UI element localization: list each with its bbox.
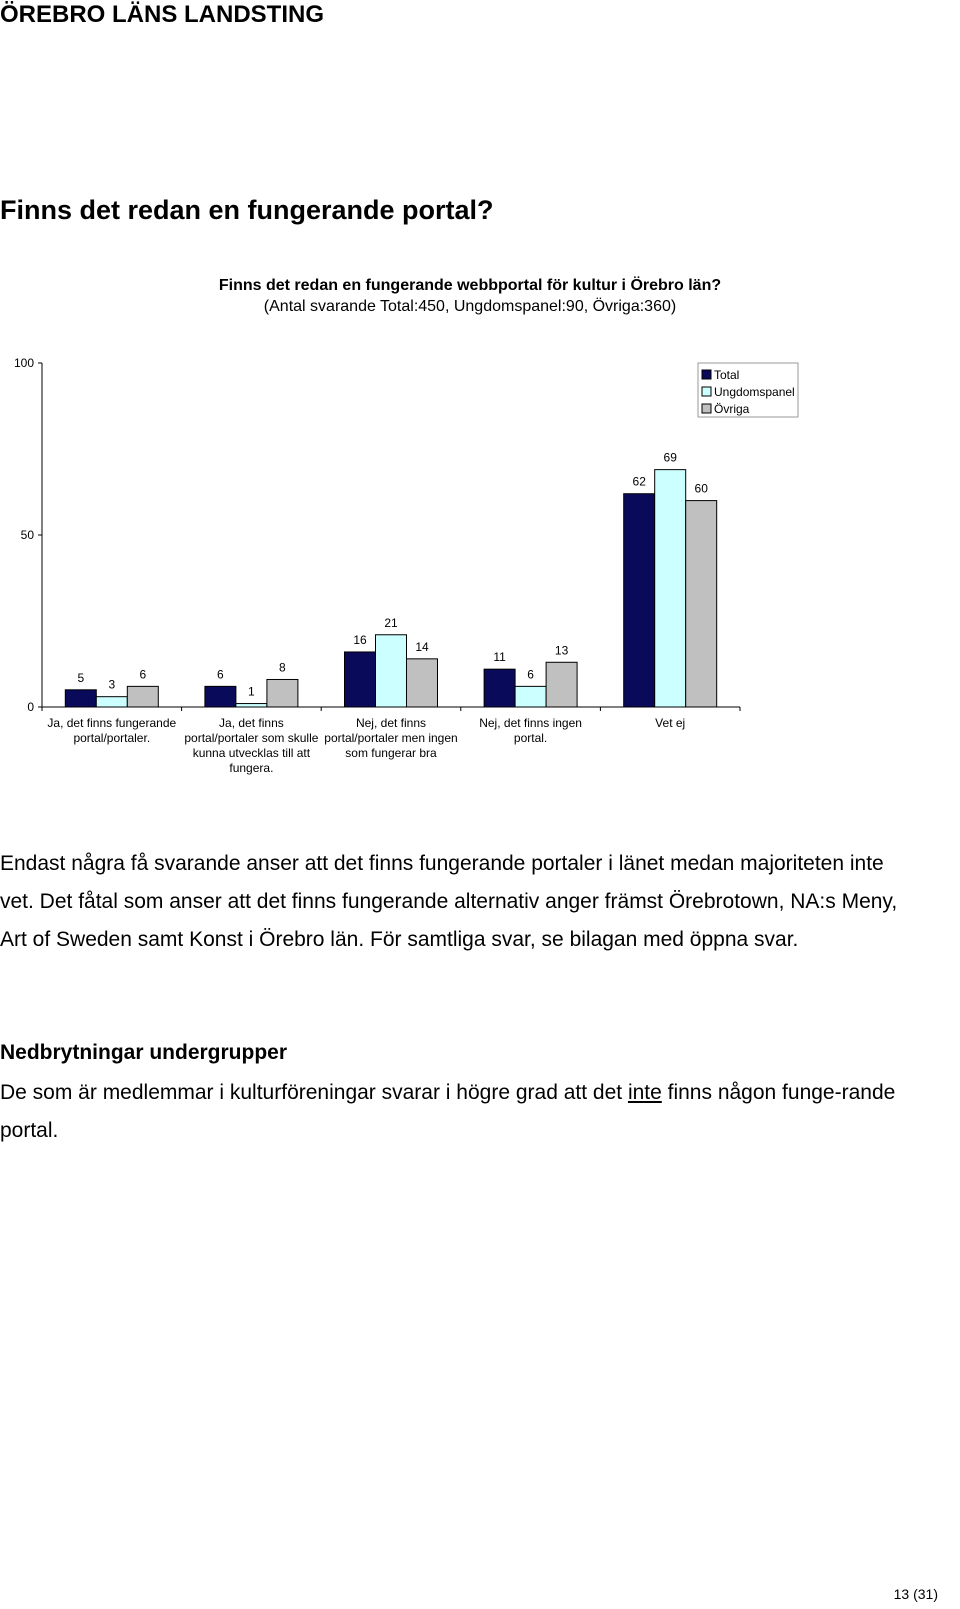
data-label: 16 (353, 632, 367, 647)
legend-entry: Total (714, 368, 740, 382)
page-number: 13 (31) (893, 1586, 938, 1602)
data-label: 11 (493, 650, 506, 665)
category-label: Ja, det finns fungerande (47, 716, 177, 730)
data-label: 8 (279, 660, 286, 675)
category-label: som fungerar bra (345, 746, 437, 760)
legend-swatch (702, 370, 711, 379)
subgroup-heading: Nedbrytningar undergrupper (0, 1041, 288, 1064)
bar (65, 690, 96, 707)
bar (624, 494, 655, 707)
bar (205, 686, 236, 707)
data-label: 21 (384, 615, 398, 630)
subgroup-text-emphasis: inte (627, 1081, 662, 1104)
bar (655, 470, 686, 707)
category-label: portal. (513, 731, 548, 745)
y-tick-label: 0 (27, 700, 34, 714)
category-label: portal/portaler. (73, 731, 151, 745)
bar (686, 501, 717, 707)
subgroup-paragraph (0, 1074, 900, 1150)
bar (484, 669, 515, 707)
subgroup-text-end: finns någon funge-rande portal. (0, 1081, 896, 1142)
chart-title: Finns det redan en fungerande webbportal för kultur i Örebro län? (218, 277, 722, 294)
category-label: Ja, det finns (219, 716, 284, 730)
category-label: fungera. (229, 761, 274, 775)
legend-swatch (702, 387, 711, 396)
data-label: 69 (663, 450, 677, 465)
category-label: Nej, det finns ingen (479, 716, 582, 730)
organization-name: ÖREBRO LÄNS LANDSTING (0, 1, 324, 28)
summary-paragraph: Endast några få svarande anser att det finns fungerande portaler i länet medan majoriteten inte vet. Det fåtal som anser att det finns fungerande alternativ anger främst Örebrotown, NA:s Meny, Art of Sweden samt Konst i Örebro län. För samtliga svar, se bilagan med öppna svar. (0, 852, 898, 951)
category-label: portal/portaler som skulle (184, 731, 319, 745)
bar (376, 635, 407, 707)
category-label: Nej, det finns (355, 716, 427, 730)
bar (267, 679, 298, 707)
legend-entry: Ungdomspanel (714, 385, 795, 399)
data-label: 6 (217, 667, 224, 682)
category-label: portal/portaler men ingen (324, 731, 458, 745)
data-label: 3 (108, 677, 116, 692)
legend-entry: Övriga (714, 402, 750, 416)
bar (96, 697, 127, 707)
bar (236, 704, 267, 707)
data-label: 6 (527, 667, 534, 682)
bar (345, 652, 376, 707)
section-heading: Finns det redan en fungerande portal? (0, 195, 494, 225)
bar (407, 659, 438, 707)
data-label: 60 (694, 481, 708, 496)
legend-swatch (702, 404, 711, 413)
bar (127, 686, 158, 707)
data-label: 62 (632, 474, 646, 489)
bar (515, 686, 546, 707)
bar-chart (0, 355, 960, 785)
data-label: 5 (77, 670, 85, 685)
category-label: kunna utvecklas till att (192, 746, 311, 760)
subgroup-text-start: De som är medlemmar i kulturföreningar svarar i högre grad att det (0, 1081, 628, 1104)
data-label: 1 (248, 684, 255, 699)
data-label: 13 (554, 643, 569, 658)
data-label: 6 (139, 667, 147, 682)
data-label: 14 (415, 639, 429, 654)
category-label: Vet ej (655, 716, 686, 730)
chart-subtitle: (Antal svarande Total:450, Ungdomspanel:90, Övriga:360) (263, 298, 677, 315)
y-tick-label: 50 (20, 528, 34, 542)
y-tick-label: 100 (13, 356, 34, 370)
bar (546, 662, 577, 707)
